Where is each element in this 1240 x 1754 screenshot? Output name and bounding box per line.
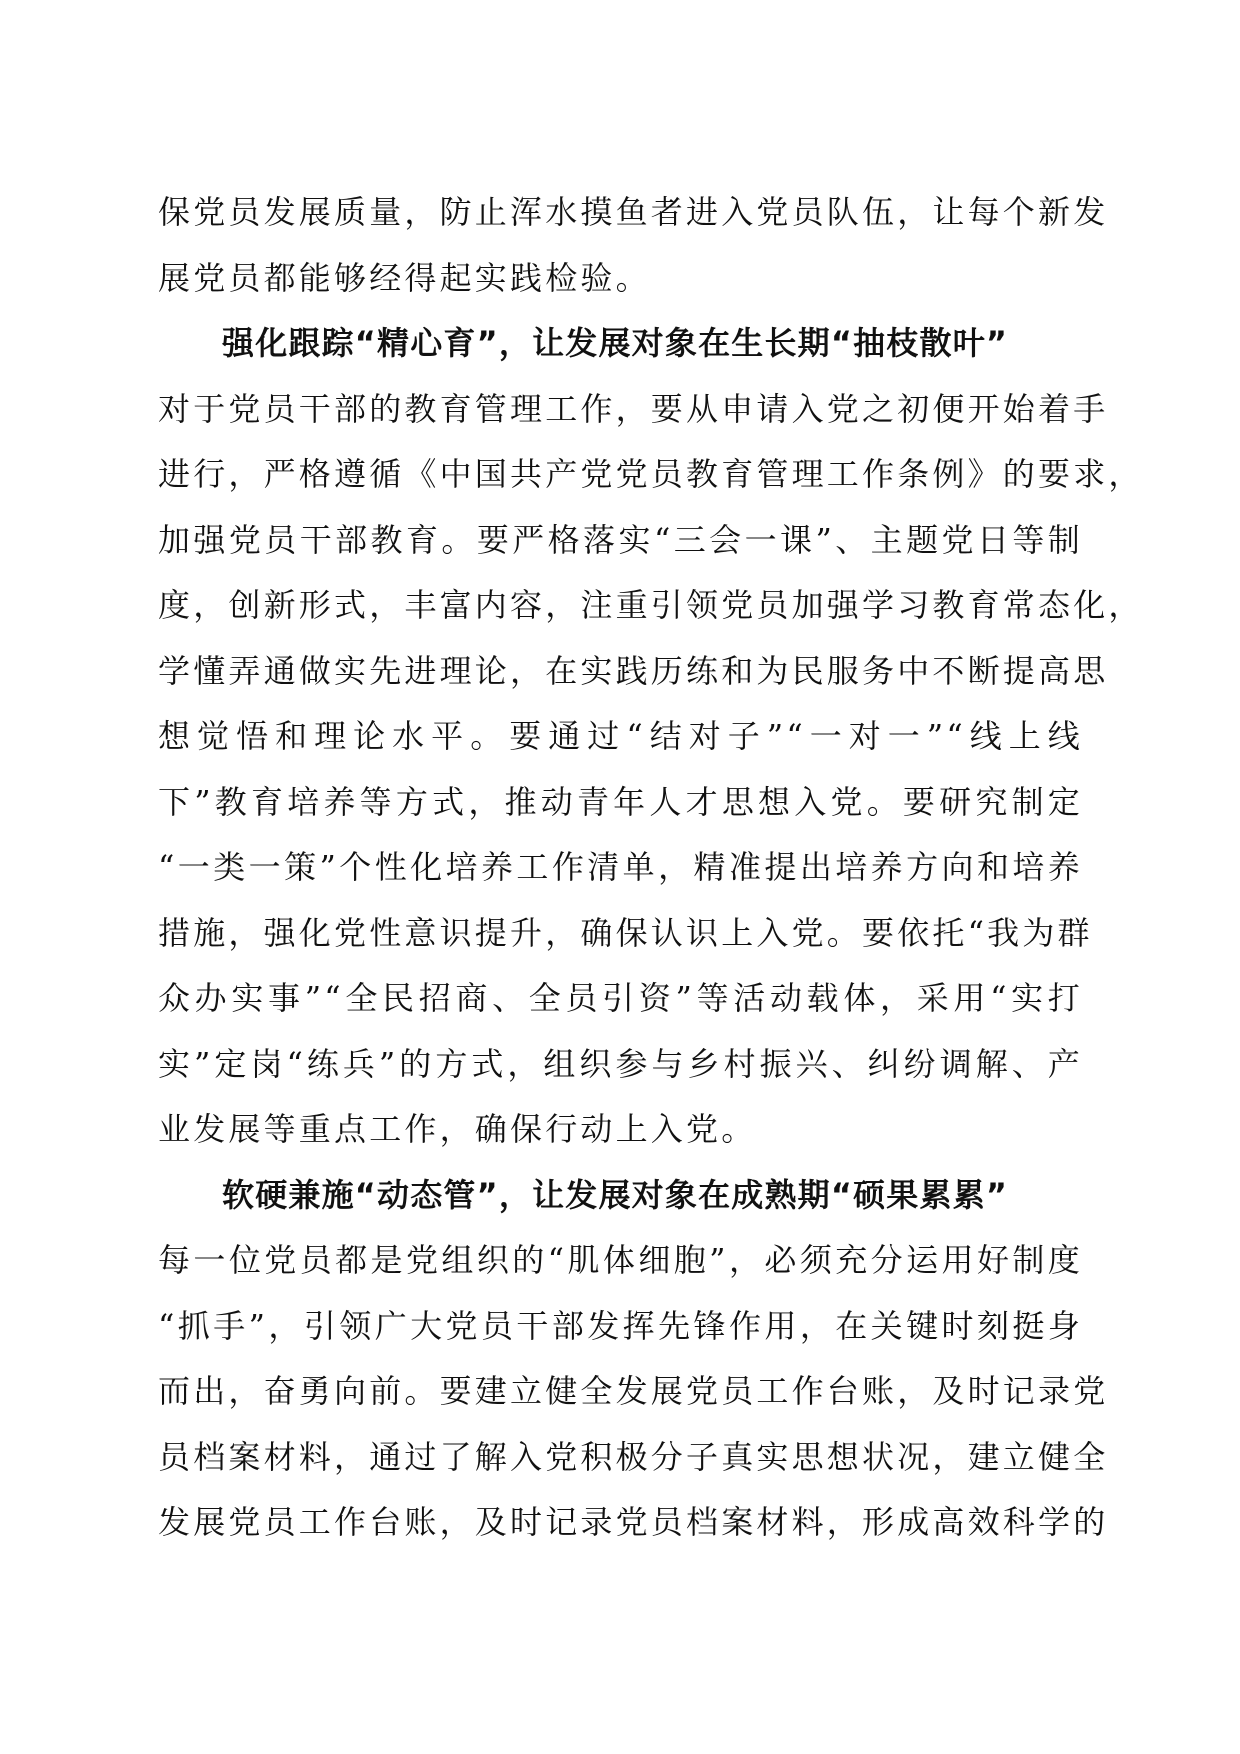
section-heading-2: 软硬兼施“动态管”，让发展对象在成熟期“硕果累累” (222, 1175, 1009, 1214)
paragraph-line-8: 学懂弄通做实先进理论，在实践历练和为民服务中不断提高思 (158, 651, 1109, 690)
paragraph-line-13: 众办实事”“全民招商、全员引资”等活动载体，采用“实打 (158, 979, 1083, 1017)
paragraph-line-1: 保党员发展质量，防止浑水摸鱼者进入党员队伍，让每个新发 (158, 193, 1109, 231)
paragraph-line-6: 加强党员干部教育。要严格落实“三会一课”、主题党日等制 (158, 520, 1083, 559)
paragraph-line-12: 措施，强化党性意识提升，确保认识上入党。要依托“我为群 (158, 913, 1093, 952)
paragraph-line-11: “一类一策”个性化培养工作清单，精准提出培养方向和培养 (158, 848, 1083, 886)
paragraph-line-20: 员档案材料，通过了解入党积极分子真实思想状况，建立健全 (158, 1437, 1109, 1476)
paragraph-line-21: 发展党员工作台账，及时记录党员档案材料，形成高效科学的 (158, 1503, 1109, 1541)
paragraph-line-18: “抓手”，引领广大党员干部发挥先锋作用，在关键时刻挺身 (158, 1306, 1083, 1345)
paragraph-line-5: 进行，严格遵循《中国共产党党员教育管理工作条例》的要求， (158, 455, 1144, 493)
paragraph-line-17: 每一位党员都是党组织的“肌体细胞”，必须充分运用好制度 (158, 1241, 1083, 1279)
paragraph-line-7: 度，创新形式，丰富内容，注重引领党员加强学习教育常态化， (158, 586, 1144, 624)
paragraph-line-14: 实”定岗“练兵”的方式，组织参与乡村振兴、纠纷调解、产 (158, 1044, 1083, 1083)
paragraph-line-4: 对于党员干部的教育管理工作，要从申请入党之初便开始着手 (158, 389, 1109, 428)
section-heading-1: 强化跟踪“精心育”，让发展对象在生长期“抽枝散叶” (222, 324, 1009, 362)
paragraph-line-2: 展党员都能够经得起实践检验。 (158, 258, 651, 297)
paragraph-line-19: 而出，奋勇向前。要建立健全发展党员工作台账，及时记录党 (158, 1372, 1109, 1410)
paragraph-line-10: 下”教育培养等方式，推动青年人才思想入党。要研究制定 (158, 782, 1083, 821)
paragraph-line-15: 业发展等重点工作，确保行动上入党。 (158, 1110, 757, 1148)
paragraph-line-9: 想觉悟和理论水平。要通过“结对子”“一对一”“线上线 (158, 717, 1083, 755)
document-body (158, 180, 1144, 1556)
